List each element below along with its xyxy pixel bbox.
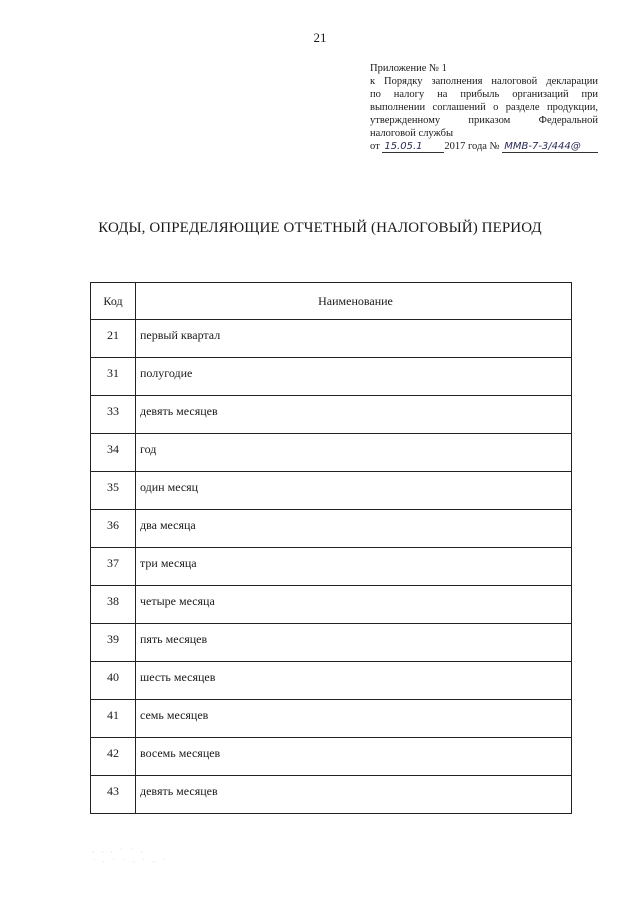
table-row bbox=[91, 776, 572, 814]
cell-code: 42 bbox=[91, 738, 136, 776]
cell-code: 31 bbox=[91, 358, 136, 396]
table-row bbox=[91, 472, 572, 510]
cell-name: шесть месяцев bbox=[136, 662, 572, 700]
cell-code: 21 bbox=[91, 320, 136, 358]
cell-name: два месяца bbox=[136, 510, 572, 548]
cell-name: три месяца bbox=[136, 548, 572, 586]
header-code: Код bbox=[91, 283, 136, 320]
order-number-handwritten: ММВ-7-3/444@ bbox=[502, 141, 598, 153]
appendix-line-1: к Порядку заполнения налоговой декларации bbox=[370, 76, 598, 87]
cell-code: 37 bbox=[91, 548, 136, 586]
cell-code: 36 bbox=[91, 510, 136, 548]
table-header-row bbox=[91, 283, 572, 320]
cell-name: год bbox=[136, 434, 572, 472]
scan-noise-decoration: · · · ˙ ˙ · ˙ · ˙ ˙ · ˙ · ˙ bbox=[92, 848, 168, 867]
appendix-line-4: утвержденному приказом Федеральной bbox=[370, 115, 598, 126]
appendix-block bbox=[370, 62, 598, 153]
table-row bbox=[91, 548, 572, 586]
cell-code: 35 bbox=[91, 472, 136, 510]
cell-name: первый квартал bbox=[136, 320, 572, 358]
appendix-order-line bbox=[370, 140, 598, 153]
order-prefix: от bbox=[370, 141, 380, 152]
table-row bbox=[91, 510, 572, 548]
order-date-handwritten: 15.05.1 bbox=[382, 141, 444, 153]
table-row bbox=[91, 738, 572, 776]
table-row bbox=[91, 624, 572, 662]
table-row bbox=[91, 700, 572, 738]
cell-code: 39 bbox=[91, 624, 136, 662]
table-row bbox=[91, 434, 572, 472]
cell-name: девять месяцев bbox=[136, 776, 572, 814]
cell-name: пять месяцев bbox=[136, 624, 572, 662]
cell-name: один месяц bbox=[136, 472, 572, 510]
cell-name: восемь месяцев bbox=[136, 738, 572, 776]
order-year: 2017 года № bbox=[444, 141, 500, 152]
cell-code: 41 bbox=[91, 700, 136, 738]
appendix-heading: Приложение № 1 bbox=[370, 63, 447, 74]
document-title: КОДЫ, ОПРЕДЕЛЯЮЩИЕ ОТЧЕТНЫЙ (НАЛОГОВЫЙ) ПЕРИОД bbox=[98, 220, 542, 236]
table-row bbox=[91, 662, 572, 700]
cell-name: четыре месяца bbox=[136, 586, 572, 624]
cell-code: 40 bbox=[91, 662, 136, 700]
cell-code: 38 bbox=[91, 586, 136, 624]
table-row bbox=[91, 320, 572, 358]
appendix-line-3: выполнении соглашений о разделе продукции, bbox=[370, 102, 598, 113]
cell-name: полугодие bbox=[136, 358, 572, 396]
cell-code: 43 bbox=[91, 776, 136, 814]
cell-name: семь месяцев bbox=[136, 700, 572, 738]
header-name: Наименование bbox=[136, 283, 572, 320]
appendix-line-2: по налогу на прибыль организаций при bbox=[370, 89, 598, 100]
table-row bbox=[91, 396, 572, 434]
table-row bbox=[91, 586, 572, 624]
cell-code: 34 bbox=[91, 434, 136, 472]
period-codes-table bbox=[90, 282, 572, 814]
appendix-line-5: налоговой службы bbox=[370, 128, 454, 139]
cell-name: девять месяцев bbox=[136, 396, 572, 434]
page-number: 21 bbox=[313, 30, 327, 45]
cell-code: 33 bbox=[91, 396, 136, 434]
table-row bbox=[91, 358, 572, 396]
